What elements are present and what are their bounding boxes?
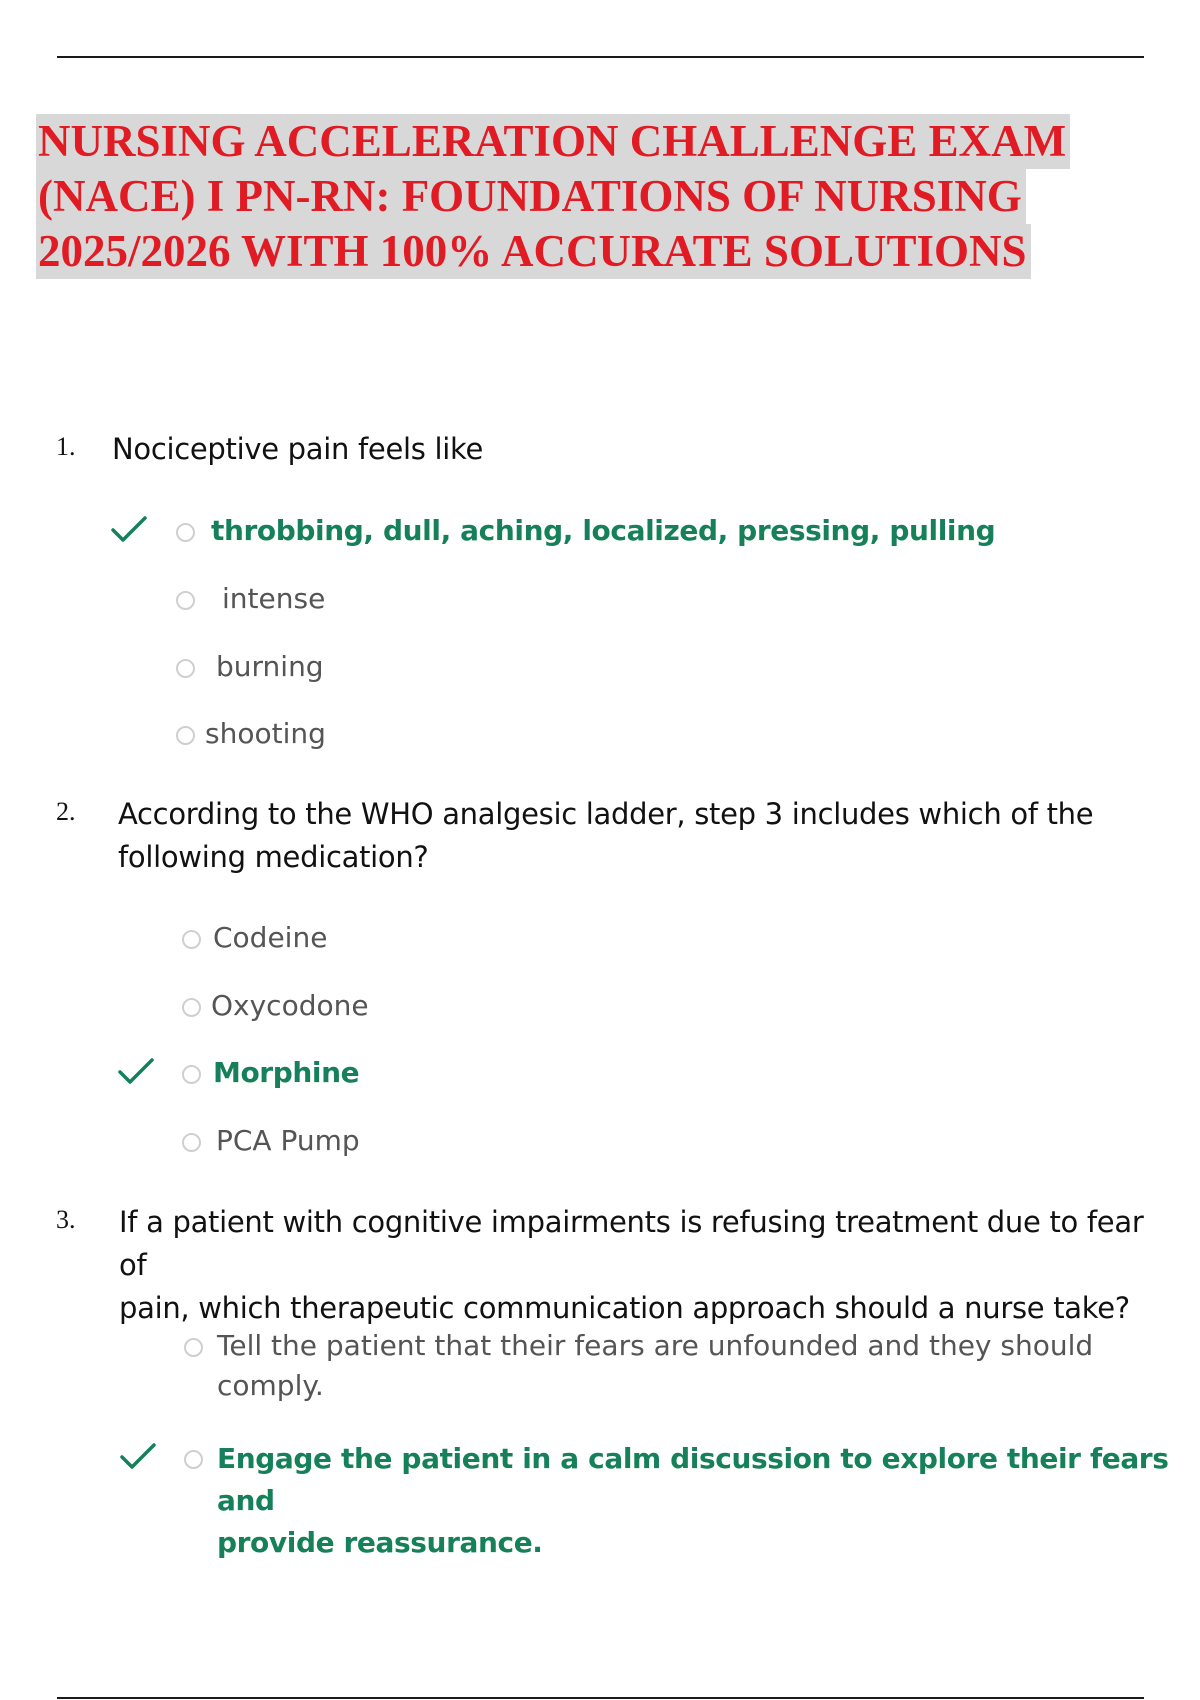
title-line: 2025/2026 WITH 100% ACCURATE SOLUTIONS [36, 224, 1031, 279]
title-line: (NACE) I PN-RN: FOUNDATIONS OF NURSING [36, 169, 1026, 224]
radio-circle-icon[interactable] [176, 523, 195, 542]
question-text-line: According to the WHO analgesic ladder, step 3 includes which of the [118, 797, 1094, 831]
option-label-line: Tell the patient that their fears are unfounded and they should [217, 1329, 1094, 1362]
question-number: 2. [56, 797, 76, 826]
radio-circle-icon[interactable] [176, 659, 195, 678]
option-label: Codeine [213, 921, 328, 954]
question-text: Nociceptive pain feels like [112, 432, 484, 466]
question-number: 1. [56, 432, 76, 461]
question-text-line: following medication? [118, 840, 429, 874]
option-label: Oxycodone [211, 989, 369, 1022]
option[interactable] [0, 918, 1200, 962]
question-text-line: pain, which therapeutic communication approach should a nurse take? [119, 1291, 1130, 1325]
option-correct[interactable] [0, 511, 1200, 555]
option-label-line: provide reassurance. [217, 1526, 543, 1559]
question-text-line: If a patient with cognitive impairments is refusing treatment due to fear of [119, 1205, 1144, 1282]
radio-circle-icon[interactable] [184, 1338, 203, 1357]
option-label [217, 1438, 1177, 1564]
option-label-line: Engage the patient in a calm discussion to explore their fears and [217, 1442, 1169, 1517]
option-correct[interactable] [0, 1438, 1200, 1559]
question-text [118, 793, 1158, 879]
checkmark-icon [110, 515, 148, 545]
checkmark-icon [117, 1057, 155, 1087]
radio-circle-icon[interactable] [182, 930, 201, 949]
option-label-line: comply. [217, 1369, 324, 1402]
title-line: NURSING ACCELERATION CHALLENGE EXAM [36, 114, 1070, 169]
option-label: shooting [205, 717, 326, 750]
option-label: burning [216, 650, 324, 683]
radio-circle-icon[interactable] [176, 591, 195, 610]
option[interactable] [0, 1326, 1200, 1412]
radio-circle-icon[interactable] [176, 726, 195, 745]
option[interactable] [0, 1121, 1200, 1165]
option-label: Morphine [213, 1056, 360, 1089]
option-label [217, 1326, 1177, 1406]
radio-circle-icon[interactable] [184, 1450, 203, 1469]
option[interactable] [0, 986, 1200, 1030]
question-text [119, 1201, 1179, 1330]
top-rule [57, 56, 1144, 58]
radio-circle-icon[interactable] [182, 998, 201, 1017]
document-title [36, 114, 1166, 279]
checkmark-icon [119, 1442, 157, 1472]
option-label: intense [222, 582, 326, 615]
radio-circle-icon[interactable] [182, 1133, 201, 1152]
option-label: PCA Pump [216, 1124, 360, 1157]
option-correct[interactable] [0, 1053, 1200, 1097]
question-number: 3. [56, 1205, 76, 1234]
option[interactable] [0, 647, 1200, 691]
radio-circle-icon[interactable] [182, 1065, 201, 1084]
option[interactable] [0, 714, 1200, 758]
option[interactable] [0, 579, 1200, 623]
bottom-rule [57, 1697, 1144, 1699]
option-label: throbbing, dull, aching, localized, pressing, pulling [211, 514, 996, 547]
